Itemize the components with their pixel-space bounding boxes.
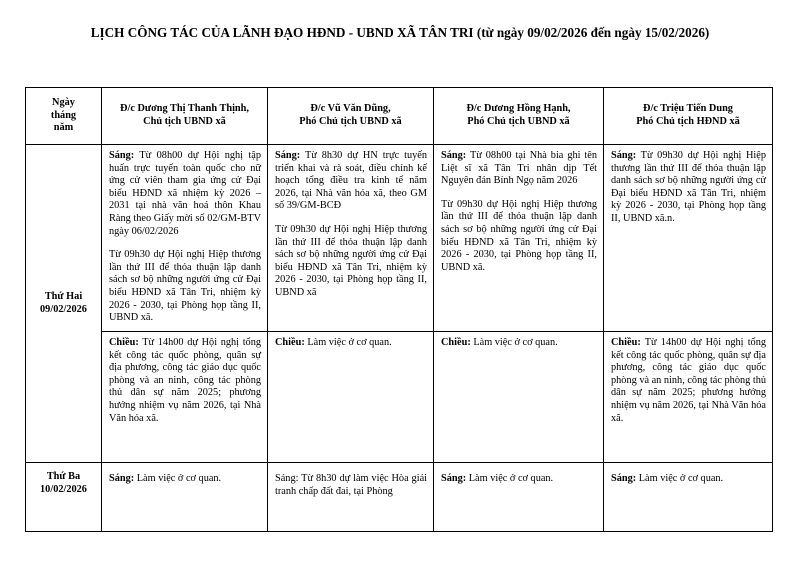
schedule-text: Làm việc ở cơ quan. [136, 473, 222, 484]
day-date: 09/02/2026 [40, 303, 87, 315]
schedule-cell [268, 145, 434, 332]
morning-label: Sáng: [611, 473, 637, 484]
schedule-text: Làm việc ở cơ quan. [638, 473, 724, 484]
afternoon-label: Chiều: [109, 337, 139, 348]
table-row [26, 463, 773, 532]
date-header-line: tháng [50, 109, 77, 121]
schedule-cell [604, 332, 773, 463]
schedule-cell [268, 463, 434, 532]
schedule-text: Từ 09h30 dự Hội nghị Hiệp thương lần thứ III để thỏa thuận lập danh sách sơ bộ những người ứng cử Đại biểu HĐND xã Tân Tri, nhiệm kỳ 2026 - 2030, tại Phòng họp tầng II, UBND xã [275, 223, 427, 298]
schedule-cell [604, 145, 773, 332]
day-name: Thứ Hai [44, 290, 83, 302]
leader-role: Phó Chủ tịch UBND xã [467, 116, 570, 127]
leader-name: Đ/c Triệu Tiến Dung [643, 103, 733, 115]
date-column-header [26, 88, 102, 145]
schedule-cell [268, 332, 434, 463]
afternoon-label: Chiều: [441, 337, 471, 348]
leader-header [102, 88, 268, 145]
table-row [26, 145, 773, 332]
morning-label: Sáng: [441, 473, 467, 484]
day-date: 10/02/2026 [40, 483, 87, 495]
schedule-text: Từ 08h00 tại Nhà bia ghi tên Liệt sĩ xã Tân Tri nhân dịp Tết Nguyên đán Bính Ngọ năm 2026 [441, 150, 597, 187]
leader-role: Phó Chủ tịch HĐND xã [636, 116, 740, 127]
page-title: LỊCH CÔNG TÁC CỦA LÃNH ĐẠO HĐND - UBND XÃ TÂN TRI (từ ngày 09/02/2026 đến ngày 15/02/2026) [90, 25, 710, 40]
schedule-text: Từ 08h00 dự Hội nghị tập huấn trực tuyến toàn quốc cho nữ ứng cử viên tham gia ứng cử Đại biểu HĐND xã nhiệm kỳ 2026 – 2031 tại nhà văn hoá thôn Khau Ràng theo Giấy mời số 02/GM-BTV ngày 06/02/2026 [109, 150, 261, 237]
leader-header [434, 88, 604, 145]
schedule-text: Sáng: Từ 8h30 dự làm việc Hòa giải tranh chấp đất đai, tại Phòng [275, 473, 427, 497]
schedule-text: Từ 09h30 dự Hội nghị Hiệp thương lần thứ III để thỏa thuận lập danh sách sơ bộ những người ứng cử Đại biểu HĐND xã Tân Tri, nhiệm kỳ 2026 - 2030, tại Phòng họp tầng II, UBND xã. [441, 198, 597, 273]
schedule-text: Từ 09h30 dự Hội nghị Hiệp thương lần thứ III để thỏa thuận lập danh sách sơ bộ những người ứng cử Đại biểu HĐND xã Tân Tri, nhiệm kỳ 2026 - 2030, tại Phòng họp tầng II, UBND xã. [109, 249, 261, 324]
schedule-cell [102, 332, 268, 463]
schedule-cell [102, 463, 268, 532]
date-header-line: năm [53, 122, 74, 134]
day-cell [26, 145, 102, 463]
schedule-text: Làm việc ở cơ quan. [307, 337, 392, 348]
leader-header [604, 88, 773, 145]
header-row [26, 88, 773, 145]
schedule-text: Từ 14h00 dự Hội nghị tổng kết công tác quốc phòng, quân sự địa phương, công tác giáo dục quốc phòng và an ninh, công tác phòng thủ dân sự năm 2025; phương hướng nhiệm vụ năm 2026, tại Nhà Văn hóa xã. [611, 337, 767, 424]
schedule-text: Từ 8h30 dự HN trực tuyến triển khai và rà soát, điều chỉnh kế hoạch tổng điều tra kinh tế năm 2026, tại Nhà văn hóa xã, theo GM số 39/GM-BCĐ [275, 150, 427, 212]
leader-role: Chủ tịch UBND xã [143, 116, 226, 127]
schedule-cell [434, 332, 604, 463]
morning-label: Sáng: [275, 150, 301, 161]
afternoon-label: Chiều: [611, 337, 641, 348]
morning-label: Sáng: [441, 150, 467, 161]
schedule-text: Từ 14h00 dự Hội nghị tổng kết công tác quốc phòng, quân sự địa phương, công tác giáo dục quốc phòng và an ninh, công tác phòng thủ dân sự năm 2025; phương hướng nhiệm vụ năm 2026, tại Nhà Văn hóa xã. [109, 337, 262, 424]
schedule-text: Làm việc ở cơ quan. [473, 337, 558, 348]
leader-header [268, 88, 434, 145]
leader-name: Đ/c Dương Hồng Hạnh, [466, 103, 571, 115]
day-name: Thứ Ba [46, 471, 81, 482]
schedule-table [25, 87, 773, 532]
schedule-text: Làm việc ở cơ quan. [468, 473, 554, 484]
table-row [26, 332, 773, 463]
morning-label: Sáng: [611, 150, 637, 161]
morning-label: Sáng: [109, 473, 135, 484]
schedule-cell [434, 463, 604, 532]
morning-label: Sáng: [109, 150, 135, 161]
afternoon-label: Chiều: [275, 337, 305, 348]
schedule-cell [102, 145, 268, 332]
schedule-cell [434, 145, 604, 332]
leader-role: Phó Chủ tịch UBND xã [299, 116, 402, 127]
date-header-line: Ngày [52, 97, 75, 109]
leader-name: Đ/c Dương Thị Thanh Thịnh, [120, 103, 249, 115]
schedule-text: Từ 09h30 dự Hội nghị Hiệp thương lần thứ III để thỏa thuận lập danh sách sơ bộ những người ứng cử Đại biểu HĐND xã Tân Tri, nhiệm kỳ 2026 - 2030, tại Phòng họp tầng II, UBND xã.n. [611, 150, 767, 224]
leader-name: Đ/c Vũ Văn Dũng, [310, 103, 391, 115]
day-cell [26, 463, 102, 532]
schedule-cell [604, 463, 773, 532]
